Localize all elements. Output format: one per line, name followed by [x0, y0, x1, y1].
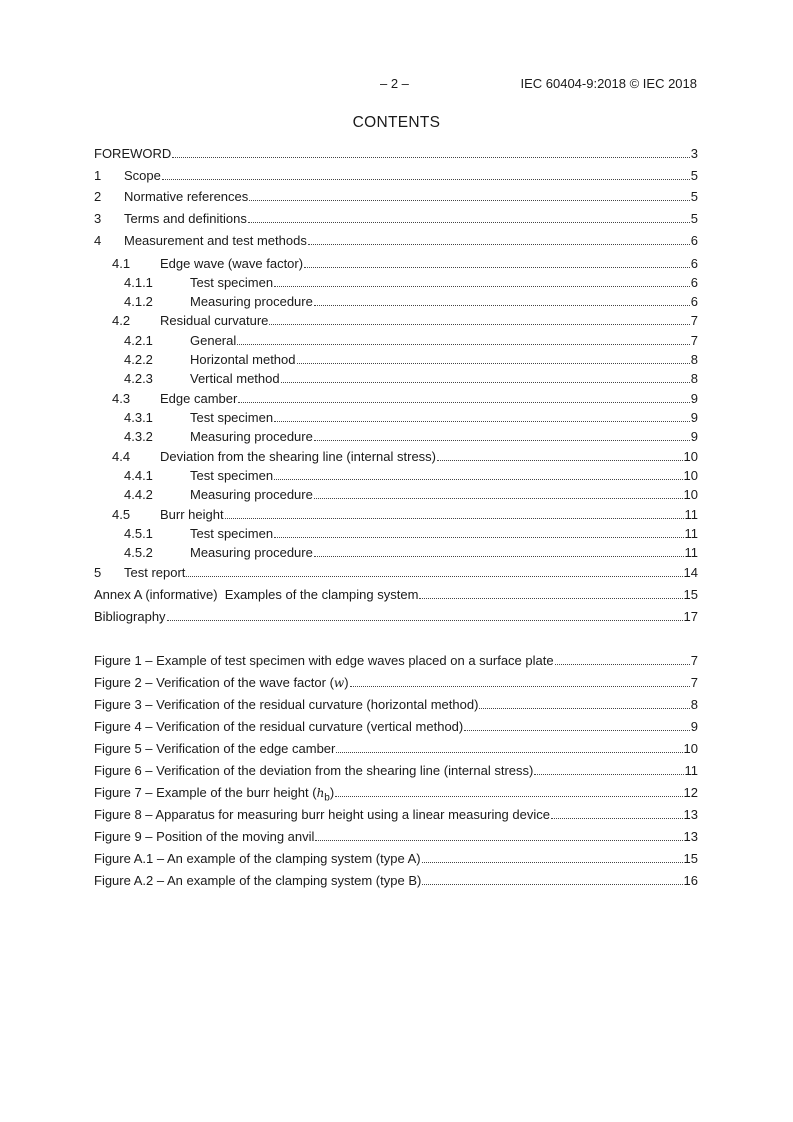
toc-entry-foreword[interactable]: FOREWORD 3: [94, 146, 698, 161]
figure-entry-2[interactable]: Figure 2 – Verification of the wave factor (w) 7: [94, 675, 698, 690]
toc-entry-4-4-2[interactable]: 4.4.2 Measuring procedure 10: [124, 487, 698, 502]
toc-entry-4-4-1[interactable]: 4.4.1 Test specimen 10: [124, 468, 698, 483]
figure-entry-a1[interactable]: Figure A.1 – An example of the clamping system (type A) 15: [94, 851, 698, 866]
figure-entry-9[interactable]: Figure 9 – Position of the moving anvil 13: [94, 829, 698, 844]
toc-entry-scope[interactable]: 1 Scope 5: [94, 168, 698, 183]
document-reference: IEC 60404-9:2018 © IEC 2018: [520, 76, 697, 91]
figure-entry-3[interactable]: Figure 3 – Verification of the residual curvature (horizontal method) 8: [94, 697, 698, 712]
figure-entry-8[interactable]: Figure 8 – Apparatus for measuring burr height using a linear measuring device 13: [94, 807, 698, 822]
toc-entry-measurement-and-test-methods[interactable]: 4 Measurement and test methods 6: [94, 233, 698, 248]
toc-entry-4-5-1[interactable]: 4.5.1 Test specimen 11: [124, 526, 698, 541]
figure-entry-5[interactable]: Figure 5 – Verification of the edge camber 10: [94, 741, 698, 756]
figure-entry-1[interactable]: Figure 1 – Example of test specimen with edge waves placed on a surface plate 7: [94, 653, 698, 668]
figure-entry-6[interactable]: Figure 6 – Verification of the deviation from the shearing line (internal stress) 11: [94, 763, 698, 778]
figure-entry-4[interactable]: Figure 4 – Verification of the residual curvature (vertical method) 9: [94, 719, 698, 734]
toc-entry-4-1-1[interactable]: 4.1.1 Test specimen 6: [124, 275, 698, 290]
page-number: – 2 –: [380, 76, 409, 91]
toc-entry-4-3-1[interactable]: 4.3.1 Test specimen 9: [124, 410, 698, 425]
toc-entry-4-4[interactable]: 4.4 Deviation from the shearing line (internal stress) 10: [112, 449, 698, 464]
figure-entry-7[interactable]: Figure 7 – Example of the burr height $(h_b)$ 12: [94, 785, 698, 804]
toc-entry-4-2-3[interactable]: 4.2.3 Vertical method 8: [124, 371, 698, 386]
toc-entry-normative-references[interactable]: 2 Normative references 5: [94, 189, 698, 204]
toc-entry-bibliography[interactable]: Bibliography 17: [94, 609, 698, 624]
toc-entry-4-1-2[interactable]: 4.1.2 Measuring procedure 6: [124, 294, 698, 309]
toc-entry-4-1[interactable]: 4.1 Edge wave (wave factor) 6: [112, 256, 698, 271]
toc-entry-4-2[interactable]: 4.2 Residual curvature 7: [112, 313, 698, 328]
toc-entry-4-3-2[interactable]: 4.3.2 Measuring procedure 9: [124, 429, 698, 444]
toc-entry-terms-and-definitions[interactable]: 3 Terms and definitions 5: [94, 211, 698, 226]
page-title: CONTENTS: [352, 114, 441, 131]
toc-entry-annex-a[interactable]: Annex A (informative) Examples of the clamping system 15: [94, 587, 698, 602]
toc-entry-4-2-2[interactable]: 4.2.2 Horizontal method 8: [124, 352, 698, 367]
toc-entry-4-3[interactable]: 4.3 Edge camber 9: [112, 391, 698, 406]
page-header: [0, 76, 793, 92]
toc-entry-test-report[interactable]: 5 Test report 14: [94, 565, 698, 580]
figure-entry-a2[interactable]: Figure A.2 – An example of the clamping system (type B) 16: [94, 873, 698, 888]
toc-entry-4-2-1[interactable]: 4.2.1 General 7: [124, 333, 698, 348]
toc-entry-4-5[interactable]: 4.5 Burr height 11: [112, 507, 698, 522]
toc-entry-4-5-2[interactable]: 4.5.2 Measuring procedure 11: [124, 545, 698, 560]
